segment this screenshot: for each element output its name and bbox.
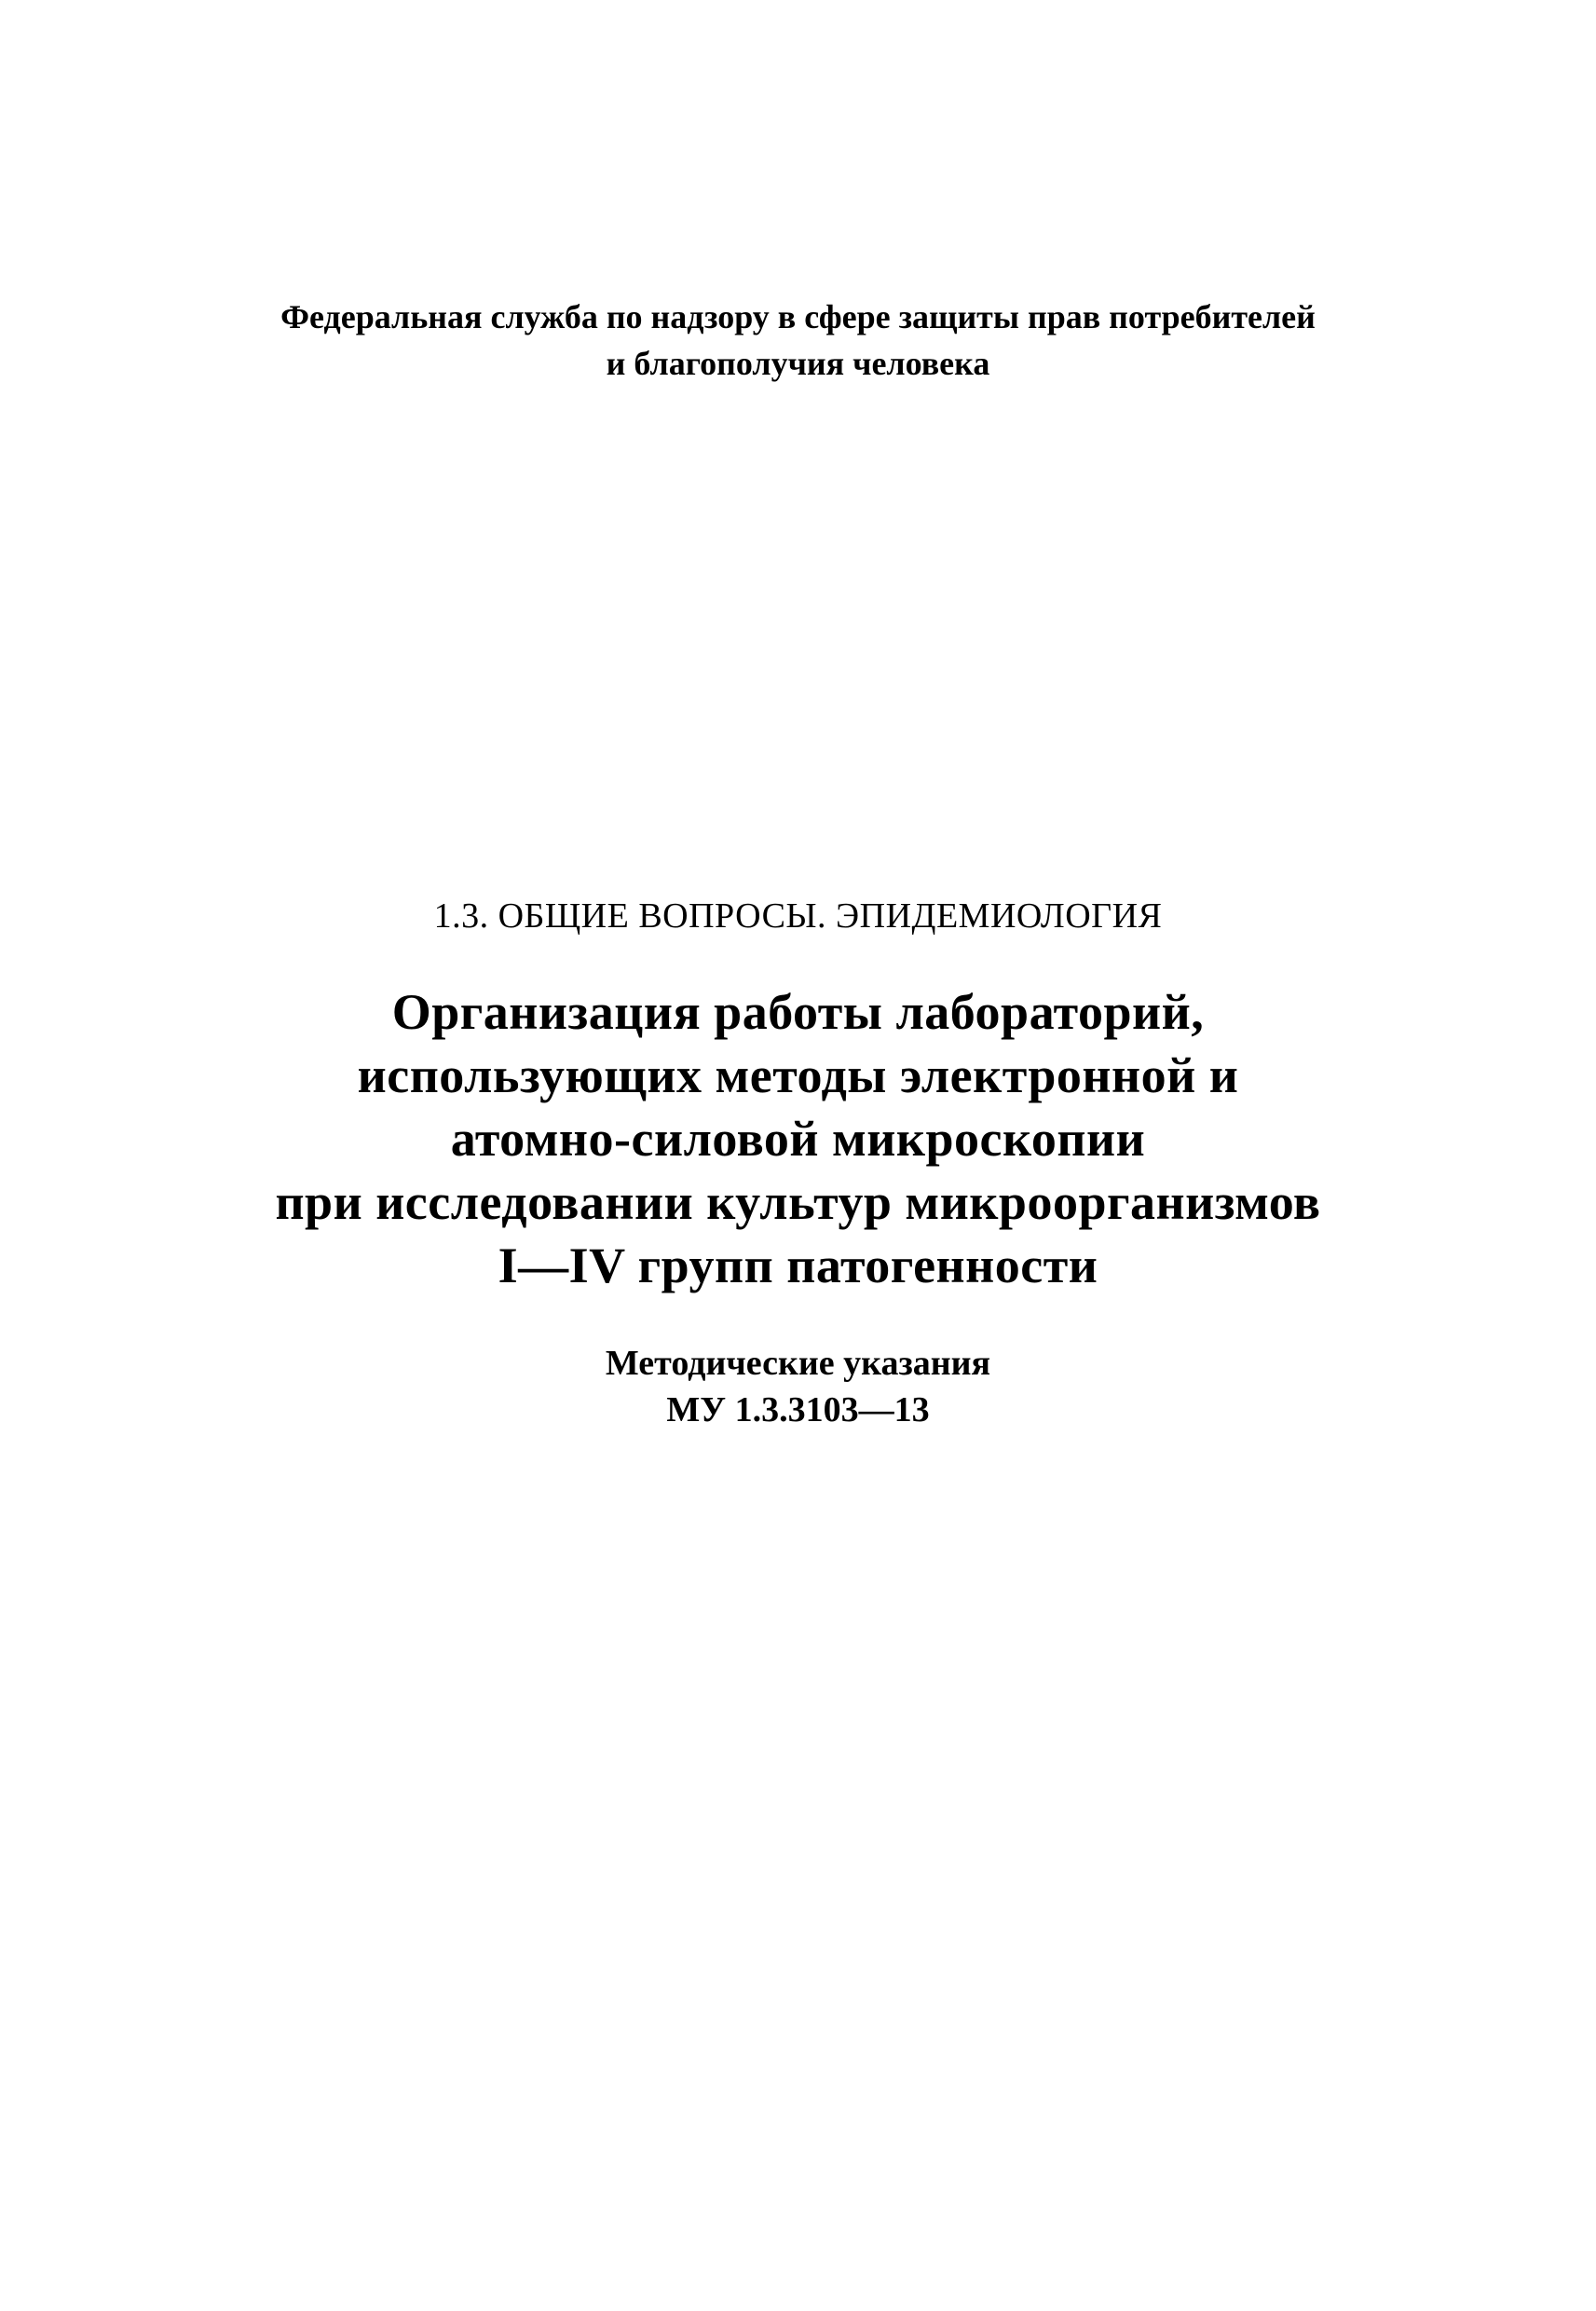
document-designation: [0, 1340, 1596, 1433]
title-line-2: использующих методы электронной и: [357, 1047, 1239, 1103]
issuing-authority: [0, 294, 1596, 387]
document-title: [0, 980, 1596, 1297]
title-line-5: I—IV групп патогенности: [498, 1238, 1098, 1293]
authority-line-2: и благополучия человека: [606, 345, 990, 382]
authority-line-1: Федеральная служба по надзору в сфере защиты прав потребителей: [280, 298, 1316, 335]
document-number: МУ 1.3.3103—13: [666, 1390, 930, 1429]
title-line-4: при исследовании культур микроорганизмов: [275, 1174, 1321, 1230]
title-line-1: Организация работы лабораторий,: [391, 984, 1205, 1040]
title-line-3: атомно-силовой микроскопии: [450, 1111, 1146, 1167]
section-heading: 1.3. ОБЩИЕ ВОПРОСЫ. ЭПИДЕМИОЛОГИЯ: [433, 896, 1163, 936]
document-type: Методические указания: [605, 1344, 991, 1383]
